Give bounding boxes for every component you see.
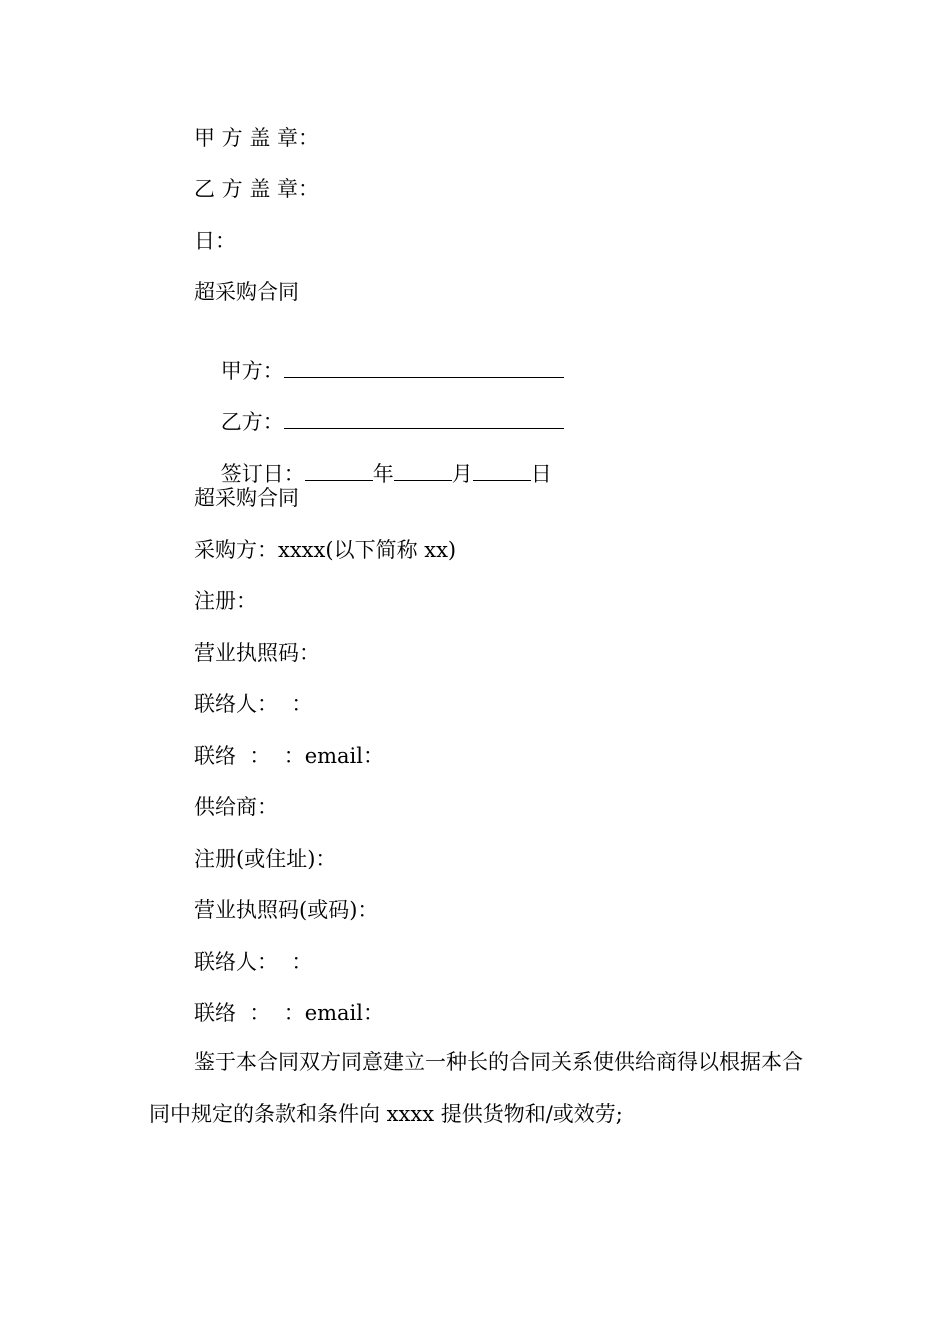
purchaser-contact-email: 联络 ： ：email： (194, 744, 384, 768)
day-blank (473, 460, 531, 481)
party-a-blank (284, 357, 564, 378)
contract-title-2: 超采购合同 (194, 486, 299, 510)
party-a-label: 甲方： (220, 359, 284, 383)
supplier-registration: 注册(或住址)： (194, 847, 337, 871)
party-b-label: 乙方： (220, 410, 284, 434)
supplier-line: 供给商： (194, 795, 278, 819)
party-b-blank (284, 408, 564, 429)
supplier-contact-email: 联络 ： ：email： (194, 1001, 384, 1025)
recital-paragraph: 鉴于本合同双方同意建立一种长的合同关系使供给商得以根据本合同中规定的条款和条件向 xxxx 提供货物和/或效劳; (149, 1050, 803, 1126)
purchaser-contact-person: 联络人： ： (194, 692, 313, 716)
month-blank (394, 460, 452, 481)
party-b-seal-label: 乙 方 盖 章： (194, 177, 320, 201)
year-label: 年 (372, 462, 394, 486)
supplier-license-code: 营业执照码(或码)： (194, 898, 379, 922)
date-label: 日： (194, 229, 236, 253)
supplier-contact-person: 联络人： ： (194, 950, 313, 974)
sign-date-label: 签订日： (220, 462, 305, 486)
purchaser-license-code: 营业执照码： (194, 641, 320, 665)
purchaser-line: 采购方：xxxx(以下简称 xx) (194, 538, 457, 562)
purchaser-registration: 注册： (194, 589, 257, 613)
month-label: 月 (451, 462, 473, 486)
year-blank (305, 460, 373, 481)
day-label: 日 (530, 462, 552, 486)
contract-title: 超采购合同 (194, 280, 299, 304)
party-a-seal-label: 甲 方 盖 章： (194, 126, 320, 150)
